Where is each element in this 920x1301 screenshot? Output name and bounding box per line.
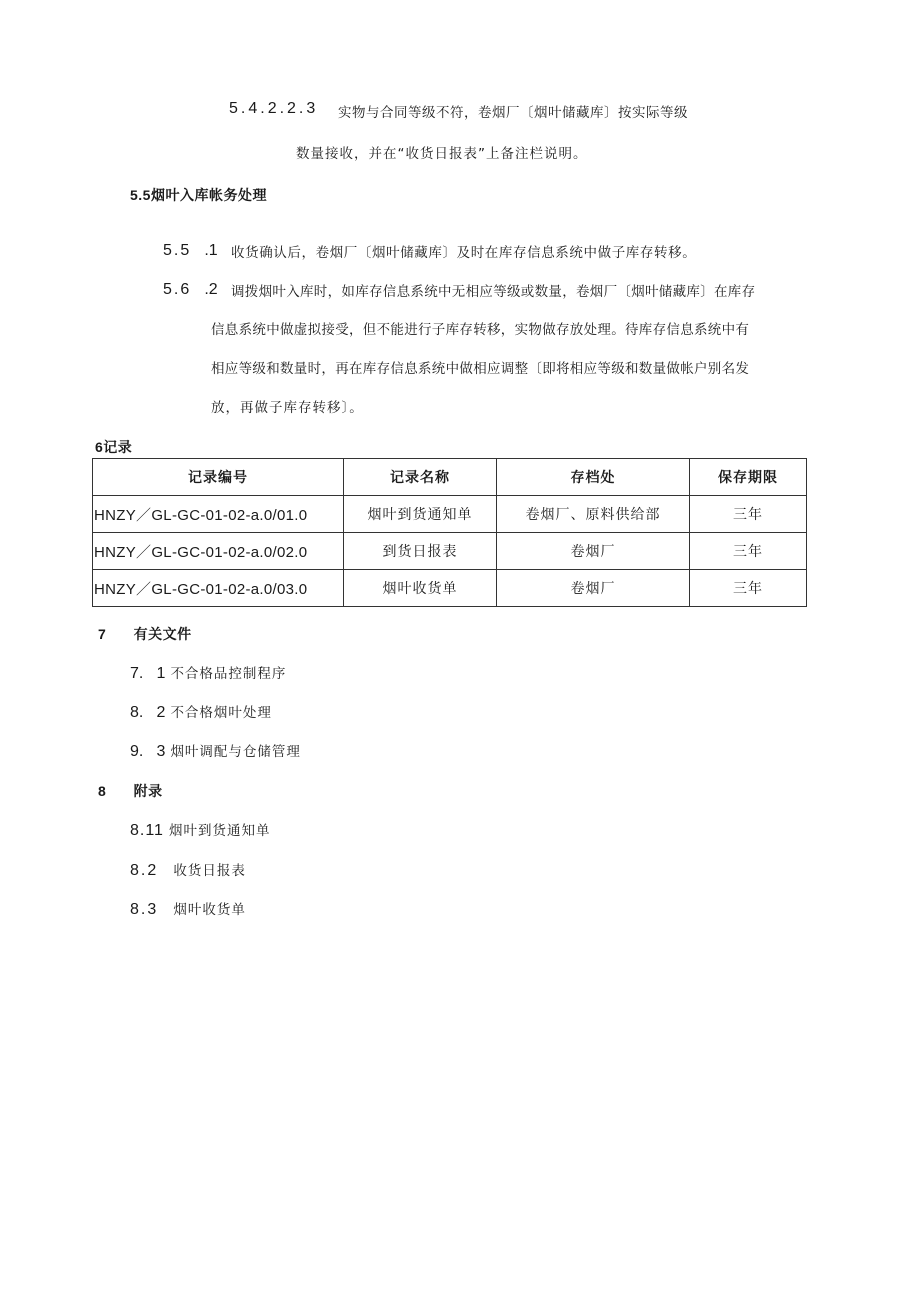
record-name: 烟叶到货通知单 — [344, 496, 497, 533]
header-record-code: 记录编号 — [93, 459, 344, 496]
related-doc-number: 7. — [130, 665, 144, 682]
section-6-title: 记录 — [103, 440, 133, 456]
header-retention-period: 保存期限 — [690, 459, 807, 496]
table-row — [93, 496, 807, 533]
appendix-item — [130, 898, 246, 919]
related-doc-sub: 2 — [156, 704, 166, 721]
clause-5-6-2-number: 5.6 — [163, 281, 192, 298]
table-row — [93, 533, 807, 570]
clause-5-5-1-number: 5.5 — [163, 242, 192, 259]
section-6-number: 6 — [95, 439, 104, 455]
clause-number-5-4-2-2-3: 5.4.2.2.3 — [229, 100, 319, 117]
appendix-title: 烟叶收货单 — [173, 902, 246, 918]
header-archive-location: 存档处 — [497, 459, 690, 496]
clause-5-6-2 — [163, 279, 218, 299]
related-doc-item — [130, 662, 286, 683]
related-doc-item — [130, 740, 301, 761]
related-doc-sub: 1 — [156, 665, 166, 682]
record-period: 三年 — [690, 570, 807, 607]
clause-5-6-2-line2: 信息系统中做虚拟接受，但不能进行子库存转移，实物做存放处理。待库存信息系统中有 — [211, 322, 750, 338]
related-doc-item — [130, 701, 272, 722]
appendix-title: 烟叶到货通知单 — [169, 823, 271, 839]
appendix-number: 8.2 — [130, 862, 159, 879]
section-5-5-heading — [130, 185, 267, 205]
section-8-number: 8 — [98, 783, 107, 799]
record-location: 卷烟厂 — [497, 533, 690, 570]
clause-5-5-1-text: 收货确认后，卷烟厂〔烟叶储藏库〕及时在库存信息系统中做子库存转移。 — [231, 245, 697, 261]
records-table — [92, 458, 807, 607]
record-name: 到货日报表 — [344, 533, 497, 570]
record-name: 烟叶收货单 — [344, 570, 497, 607]
section-7-heading — [98, 624, 192, 644]
related-doc-title: 不合格品控制程序 — [170, 666, 287, 682]
clause-5-5-1 — [163, 240, 218, 260]
record-code: HNZY／GL-GC-01-02-a.0/01.0 — [93, 496, 344, 533]
appendix-number: 8.3 — [130, 901, 159, 918]
table-row — [93, 570, 807, 607]
section-7-number: 7 — [98, 626, 107, 642]
header-record-name: 记录名称 — [344, 459, 497, 496]
appendix-item — [130, 859, 246, 880]
clause-5-6-2-sub: .2 — [204, 281, 218, 298]
record-code: HNZY／GL-GC-01-02-a.0/02.0 — [93, 533, 344, 570]
section-5-5-number: 5.5 — [130, 187, 151, 203]
section-8-heading — [98, 781, 163, 801]
section-5-5-title: 烟叶入库帐务处理 — [150, 188, 267, 204]
table-header-row — [93, 459, 807, 496]
record-period: 三年 — [690, 496, 807, 533]
clause-5-6-2-line3: 相应等级和数量时，再在库存信息系统中做相应调整〔即将相应等级和数量做帐户别名发 — [211, 361, 750, 377]
clause-5-6-2-line4: 放，再做子库存转移〕。 — [211, 400, 364, 416]
related-doc-sub: 3 — [156, 743, 166, 760]
related-doc-number: 9. — [130, 743, 144, 760]
appendix-number: 8.11 — [130, 822, 164, 839]
related-doc-title: 不合格烟叶处理 — [170, 705, 272, 721]
section-6-heading — [95, 437, 132, 457]
record-code: HNZY／GL-GC-01-02-a.0/03.0 — [93, 570, 344, 607]
record-period: 三年 — [690, 533, 807, 570]
appendix-title: 收货日报表 — [173, 863, 246, 879]
clause-5-5-1-sub: .1 — [204, 242, 218, 259]
record-location: 卷烟厂 — [497, 570, 690, 607]
record-location: 卷烟厂、原料供给部 — [497, 496, 690, 533]
related-doc-title: 烟叶调配与仓储管理 — [170, 744, 301, 760]
appendix-item — [130, 819, 271, 840]
clause-5-4-2-2-3-line1: 实物与合同等级不符，卷烟厂〔烟叶储藏库〕按实际等级 — [338, 105, 688, 121]
clause-5-6-2-line1: 调拨烟叶入库时，如库存信息系统中无相应等级或数量，卷烟厂〔烟叶储藏库〕在库存 — [231, 284, 756, 300]
related-doc-number: 8. — [130, 704, 144, 721]
section-7-title: 有关文件 — [133, 627, 192, 643]
clause-5-4-2-2-3-line2: 数量接收，并在“收货日报表”上备注栏说明。 — [296, 146, 588, 162]
section-8-title: 附录 — [133, 784, 163, 800]
